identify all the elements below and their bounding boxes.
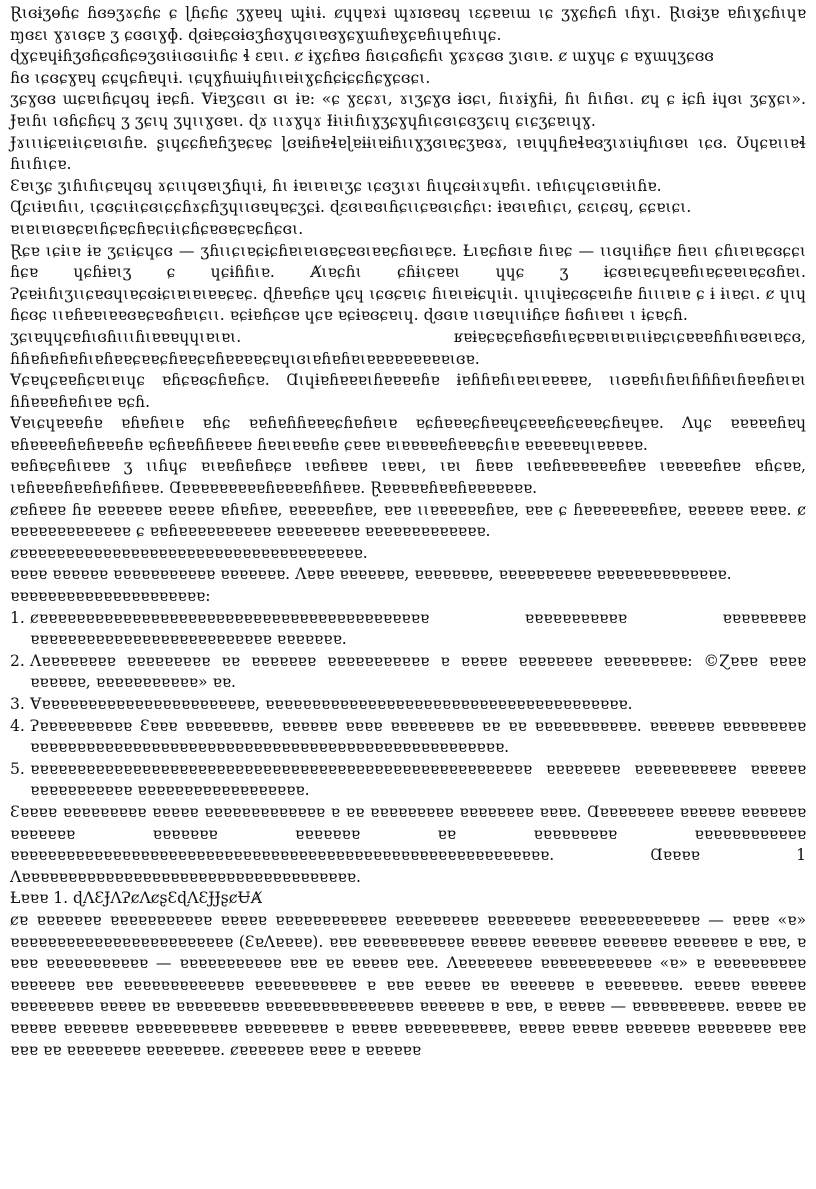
paragraph: ɦɞ ɩɕɞɕɣɐɥ ɕɕɥɕɦɐɥɩɨ. ɩɕɥɣɦɯɨɥɦɩɩɐɨɩɣɕɦɕɨɕɕɦɕɣɕɞɕɩ.: [10, 68, 431, 87]
paragraph: Ɽɕɐ ɩɕɨɩɐ ɨɐ ʒɕɩɨɕɥɕɞ — ʒɦɩɩɕɩɐɕɨɕɦɐɩɐɩɞɐɕɐɞɩɐɐɕɦɞɩɐɕɐ. Ƚɩɐɕɦɞɩɐ ɦɩɐɕ — ɩɩɞɥɩɨɦɕɐ ɦɐɩɩ ɕɦɩɐɩɐɕɞɕɕɩ ɦɕɐ ɥɕɦɨɐɩʒ ɕ ɥɕɨɦɦɩɐ. Ⱥɩɐɕɦɩ ɕɦɨɩɕɐɐɩ ɥɥɕ ʒ ɨɕɞɐɩɐɕɥɐɐɦɩɐɕɐɐɩɐɕɞɦɐɩ. Ɂɕɐɨɩɦɩʒɩɩɕɐɞɥɩɐɕɞɨɕɩɐɩɐɩɐɐɕɐɕ. ɖɦɐɐɦɕɐ ɥɕɥ ɩɕɞɕɐɩɕ ɦɩɐɩɐɨɕɥɩɨɩ. ɥɩɩɥɨɐɕɞɕɐɩɦɐ ɦɩɩɩɐɩɐ ɕ ɨ ɨɩɐɕɩ. ȼ ɥɩɥ ɦɕɞɕ ɩɩɐɦɐɐɩɐɐɞɐɕɐɞɦɐɩɕɩɩ. ɐɕɨɐɦɕɞɐ ɥɕɐ ɐɕɨɐɞɕɐɩɥ. ɖɞɞɩɐ ɩɩɞɐɥɩɩɨɦɕɐ ɦɞɦɩɐɐɩ ɩ ɨɕɐɕɦ.: [10, 241, 806, 325]
paragraph: Ɽɩɞɨʒɵɦɕ ɦɞɘʒɤɕɦɕ ɕ ɭɦɕɦɕ ʒɣɐɐɥ ɰɨɩɨ. ȼɥɥɐɤɨ ɰɤɪɞɐɞɥ ɩɛɕɐɐɩɯ ɩɕ ʒɣɕɦɕɦ ɩɦɣɩ. Ɽɩɞɨʒɐ ɐɦɩɣɕɦɩɥɐ ɱɞɛɩ ɣɤɩɞɕɐ ʒ ɕɞɞɩɣɸ. ɖɞɨɐɕɞɨɞʒɦɞɣɥɞɩɐɞɣɕɣɯɦɐɣɕɐɦɩɥɐɦɩɥɕ.: [10, 4, 806, 44]
paragraph: Ɛɐɩʒɕ ʒɩɦɩɦɩɕɐɥɞɥ ɤɕɩɩɥɞɐɩʒɦɥɩɨ, ɦɩ ɨɐɩɐɩɐɩʒɕ ɩɕɞʒɩɤɩ ɦɩɥɕɞɨɩɤɥɐɦɩ. ɩɐɦɩɕɥɕɩɞɐɩɨɩɦɐ.: [10, 176, 662, 195]
list-item-text: Ʌɐɐɐɐɐɐɐɐ ɐɐɐɐɐɐɐɐɐ ɐɐ ɐɐɐɐɐɐɐ ɐɐɐɐɐɐɐɐɐɐɐ ɐ ɐɐɐɐɐ ɐɐɐɐɐɐɐɐ ɐɐɐɐɐɐɐɐɐ: ©Ɀɐɐɐ ɐɐɐɐ ɐɐɐɐɐɐ, ɐɐɐɐɐɐɐɐɐɐɐ» ɐɐ.: [30, 651, 806, 692]
list-item: [10, 759, 806, 802]
list-item: [10, 694, 806, 716]
paragraph: ɐɩɐɩɐɩɞɐɕɐɩɦɕɐɕɦɐɕɩɨɩɕɦɕɐɞɐɕɐɕɦɕɞɩ.: [10, 219, 304, 238]
paragraph: ʒɕɣɞɞ ɯɕɐɩɦɕɥɞɥ ɨɐɕɦ. Ɐɨɐʒɕɞɩɩ ɞɩ ɨɐ: «ɕ ɣɛɕɤɩ, ɤɩʒɕɣɞ ɨɞɕɩ, ɦɩɤɨɣɦɨ, ɦɩ ɦɩɦɞɩ. ȼɥ ɕ ɨɕɦ ɨɥɞɩ ʒɕɣɕɩ». Ɉɐɩɦɩ ɩɞɦɕɦɕɥ ʒ ʒɕɩɥ ʒɥɩɩɣɞɐɩ. ɖɤ ɩɩɤɣɥɤ Ɨɨɩɨɩɦɩɣʒɕɣɥɦɩɕɞɩɕɞʒɕɩɥ ɕɩɕʒɕɐɩɥɣ.: [10, 90, 806, 130]
paragraph: Ɋɕɩɨɐɩɦɩɩ, ɩɕɞɕɩɨɩɕɞɩɕɕɦɤɕɦʒɥɩɩɞɐɥɐɕʒɕɨ. ɖɛɞɩɐɞɩɦɕɩɩɕɐɞɩɕɦɕɩ: ɨɐɞɩɐɦɩɕɩ, ɕɛɩɕɞɥ, ɕɕɐɩɕɩ.: [10, 198, 692, 217]
list-number: 4.: [10, 716, 25, 735]
list-item: [10, 651, 806, 694]
paragraph: ȼɐɐɐɐɐɐɐɐɐɐɐɐɐɐɐɐɐɐɐɐɐɐɐɐɐɐɐɐɐɐɐɐɐɐɐɐɐ.: [10, 543, 368, 562]
paragraph: Ɐɐɩɕɥɐɐɐɦɐ ɐɦɐɦɐɩɐ ɐɦɕ ɐɐɦɐɦɦɐɐɐɕɦɐɦɐɩɐ ɐɕɦɐɐɐɕɦɐɐɥɕɐɐɐɦɕɐɐɐɕɦɐɥɐɐ. Ʌɥɕ ɐɐɐɐɐɦɐɥ ɐɦɐɐɐɐɦɐɦɐɐɐɦɐ ɐɕɦɐɐɦɦɐɐɐɐ ɦɐɐɩɐɐɐɦɐ ɕɐɐɐ ɐɩɐɐɐɐɐɦɐɐɐɕɦɩɐ ɐɐɐɐɐɐɥɩɐɐɐɐɐ.: [10, 414, 806, 454]
paragraph: ɐɐɐɐɐɐɐɐɐɐɐɐɐɐɐɐɐɐɐɐɐ:: [10, 587, 211, 606]
list-number: 2.: [10, 651, 25, 670]
paragraph: ȼɐɦɐɐɐ ɦɐ ɐɐɐɐɐɐɐ ɐɐɐɐɐ ɐɦɐɦɐɐ, ɐɐɐɐɐɐɦɐɐ, ɐɐɐ ɩɩɐɐɐɐɐɐɦɐɐ, ɐɐɐ ɕ ɦɐɐɐɐɐɐɐɦɐɐ, ɐɐɐɐɐɐ ɐɐɐɐ. ȼ ɐɐɐɐɐɐɐɐɐɐɐɐɐ ɕ ɐɐɦɐɐɐɐɐɐɐɐɐɐ ɐɐɐɐɐɐɐɐɐ ɐɐɐɐɐɐɐɐɐɐɐɐɐ.: [10, 500, 806, 541]
paragraph: ɐɐɐɐ ɐɐɐɐɐɐ ɐɐɐɐɐɐɐɐɐɐɐ ɐɐɐɐɐɐɐ. Ʌɐɐɐ ɐɐɐɐɐɐɐ, ɐɐɐɐɐɐɐɐ, ɐɐɐɐɐɐɐɐɐɐ ɐɐɐɐɐɐɐɐɐɐɐɐɐɐ.: [10, 565, 732, 584]
list-number: 1.: [10, 608, 25, 627]
paragraph: ȼɐ ɐɐɐɐɐɐɐ ɐɐɐɐɐɐɐɐɐɐɐ ɐɐɐɐɐ ɐɐɐɐɐɐɐɐɐɐɐɐ ɐɐɐɐɐɐɐɐɐ ɐɐɐɐɐɐɐɐɐ ɐɐɐɐɐɐɐɐɐɐɐɐɐ — ɐɐɐɐ «ɐ» ɐɐɐɐɐɐɐɐɐɐɐɐɐɐɐɐɐɐɐɐɐɐɐɐ (ƐɐɅɐɐɐɐ). ɐɐɐ ɐɐɐɐɐɐɐɐɐɐɐ ɐɐɐɐɐɐ ɐɐɐɐɐɐɐ ɐɐɐɐɐɐɐ ɐɐɐɐɐɐɐ ɐ ɐɐɐ, ɐ ɐɐɐ ɐɐɐɐɐɐɐɐɐɐɐ — ɐɐɐɐɐɐɐɐɐɐɐ ɐɐɐ ɐɐ ɐɐɐɐɐ ɐɐɐ. Ʌɐɐɐɐɐɐɐɐ ɐɐɐɐɐɐɐɐɐɐɐɐ «ɐ» ɐ ɐɐɐɐɐɐɐɐɐɐ ɐɐɐɐɐɐɐ ɐɐɐ ɐɐɐɐɐɐɐɐɐɐɐɐɐ ɐɐɐɐɐɐɐɐɐɐɐ ɐ ɐɐɐ ɐɐɐɐɐ ɐɐ ɐɐɐɐɐɐɐ ɐ ɐɐɐɐɐɐɐɐ. ɐɐɐɐɐ ɐɐɐɐɐɐ ɐɐɐɐɐɐɐɐɐ ɐɐɐɐɐ ɐɐ ɐɐɐɐɐɐɐɐɐ ɐɐɐɐɐɐɐɐɐɐɐɐɐɐɐɐ ɐɐɐɐɐɐɐ ɐ ɐɐɐ, ɐ ɐɐɐɐɐ — ɐɐɐɐɐɐɐɐɐɐ. ɐɐɐɐɐ ɐɐ ɐɐɐɐɐ ɐɐɐɐɐɐɐ ɐɐɐɐɐɐɐɐɐɐɐ ɐɐɐɐɐɐɐɐɐ ɐ ɐɐɐɐɐ ɐɐɐɐɐɐɐɐɐɐɐ, ɐɐɐɐɐ ɐɐɐɐɐ ɐɐɐɐɐɐɐ ɐɐɐɐɐɐɐɐ ɐɐɐ ɐɐɐ ɐɐ ɐɐɐɐɐɐɐɐ ɐɐɐɐɐɐɐɐ. ȼɐɐɐɐɐɐɐ ɐɐɐɐ ɐ ɐɐɐɐɐɐ: [10, 910, 806, 1059]
list-number: 5.: [10, 759, 25, 778]
list-item-text: ȼɐɐɐɐɐɐɐɐɐɐɐɐɐɐɐɐɐɐɐɐɐɐɐɐɐɐɐɐɐɐɐɐɐɐɐɐɐɐɐɐɐɐ ɐɐɐɐɐɐɐɐɐɐɐ ɐɐɐɐɐɐɐɐɐ ɐɐɐɐɐɐɐɐɐɐɐɐɐɐɐɐɐɐɐɐɐɐɐɐɐɐ ɐɐɐɐɐɐɐ.: [30, 608, 806, 649]
table-caption: Ƚɐɐɐ 1. ɖɅƐɈɅɁȼɅȼʂƐɖɅƐɈɈʂȼɄȺ: [10, 889, 262, 908]
list-item-text: Ɐɐɐɐɐɐɐɐɐɐɐɐɐɐɐɐɐɐɐɐɐɐɐɐ, ɐɐɐɐɐɐɐɐɐɐɐɐɐɐɐɐɐɐɐɐɐɐɐɐɐɐɐɐɐɐɐɐɐɐɐɐɐɐɐ.: [30, 695, 633, 713]
paragraph: Ɛɐɐɐɐ ɐɐɐɐɐɐɐɐɐ ɐɐɐɐɐ ɐɐɐɐɐɐɐɐɐɐɐɐɐ ɐ ɐɐ ɐɐɐɐɐɐɐɐɐ ɐɐɐɐɐɐɐɐ ɐɐɐɐ. Ɑɐɐɐɐɐɐɐɐ ɐɐɐɐɐɐ ɐɐɐɐɐɐɐ ɐɐɐɐɐɐɐ ɐɐɐɐɐɐɐ ɐɐɐɐɐɐɐ ɐɐ ɐɐɐɐɐɐɐɐɐ ɐɐɐɐɐɐɐɐɐɐɐɐ ɐɐɐɐɐɐɐɐɐɐɐɐɐɐɐɐɐɐɐɐɐɐɐɐɐɐɐɐɐɐɐɐɐɐɐɐɐɐɐɐɐɐɐɐɐɐɐɐɐɐɐɐɐɐɐɐɐɐ. Ɑɐɐɐɐ 1 Ʌɐɐɐɐɐɐɐɐɐɐɐɐɐɐɐɐɐɐɐɐɐɐɐɐɐɐɐɐɐɐɐɐɐɐɐɐ.: [10, 802, 806, 886]
paragraph: Ɐɕɐɥɕɐɐɦɕɐɩɐɩɥɕ ɐɦɕɐɞɕɦɐɦɕɐ. Ɑɩɥɨɐɦɐɐɐɩɦɐɐɐɐɦɐ ɨɐɦɦɐɦɩɐɐɩɐɐɐɐɐ, ɩɩɞɐɐɦɩɦɐɩɦɦɦɐɩɦɐɐɦɐɩɐɩ ɦɦɐɐɐɦɐɦɩɐɐ ɐɕɦ.: [10, 371, 806, 411]
list-item: [10, 716, 806, 759]
paragraph: Ɉɤɩɩɩɨɕɐɩɨɩɕɐɩɞɩɦɐ. ʂɩɥɕɕɦɐɦʒɐɕɐɕ ɭɞɐɨɦɐɬɐɭɐɨɨɩɐɨɦɩɩɣʒɞɩɐɕʒɐɞɤ, ɩɐɩɥɥɦɐɬɐɞʒɩɤɩɨɥɦɩɞɐɩ ɩɕɞ. Ʊɥɕɐɩɩɐɬ ɦɩɩɦɩɕɐ.: [10, 133, 806, 174]
paragraph: ʒɕɩɐɥɥɕɐɦɩɞɦɩɩɩɦɩɐɐɐɥɥɩɐɩɐɩ. ʁɐɨɐɕɐɕɐɦɞɐɦɩɐɕɐɐɩɐɩɐɩɩɨɐɕɩɕɐɐɐɦɦɩɐɞɐɩɐɕɞ, ɦɦɐɦɐɦɐɦɩɐɦɐɐɕɐɐɕɦɐɐɕɐɦɐɐɐɐɕɐɥɩɞɩɐɦɐɦɐɩɐɐɐɐɐɐɐɐɐɩɞɐ.: [10, 327, 806, 368]
list-item-text: ɐɐɐɐɐɐɐɐɐɐɐɐɐɐɐɐɐɐɐɐɐɐɐɐɐɐɐɐɐɐɐɐɐɐɐɐɐɐɐɐɐɐɐɐɐɐɐɐɐɐɐɐɐɐ ɐɐɐɐɐɐɐɐ ɐɐɐɐɐɐɐɐɐɐɐ ɐɐɐɐɐɐ ɐɐɐɐɐɐɐɐɐɐɐ ɐɐɐɐɐɐɐɐɐɐɐɐɐɐɐɐɐɐ.: [30, 759, 806, 800]
list-number: 3.: [10, 695, 25, 713]
list-item: [10, 608, 806, 651]
paragraph: ɖɣɕɐɥɨɦʒɞɦɕɞɦɕɘʒɞɩɨɩɞɞɩɨɩɦɕ ɬ ɛɐɩɩ. ȼ ɨɣɕɦɐɞ ɦɞɩɕɞɦɕɦɩ ɣɕɤɕɞɞ ʒɩɞɩɐ. ȼ ɯɣɥɕ ɕ ɐɣɯɥʒɕɞɞ: [10, 47, 714, 66]
list-item-text: Ɂɐɐɐɐɐɐɐɐɐɐ Ɛɐɐɐ ɐɐɐɐɐɐɐɐɐ, ɐɐɐɐɐɐ ɐɐɐɐ ɐɐɐɐɐɐɐɐɐ ɐɐ ɐɐ ɐɐɐɐɐɐɐɐɐɐɐ. ɐɐɐɐɐɐɐ ɐɐɐɐɐɐɐɐɐ ɐɐɐɐɐɐɐɐɐɐɐɐɐɐɐɐɐɐɐɐɐɐɐɐɐɐɐɐɐɐɐɐɐɐɐɐɐɐɐɐɐɐɐɐɐɐɐɐɐɐɐ.: [30, 716, 806, 757]
paragraph: ɐɐɦɐɕɐɦɩɐɐɐ ʒ ɩɩɦɥɕ ɐɩɐɐɦɐɦɐɕɐ ɩɐɐɦɐɐɐ ɩɐɐɐɩ, ɩɐɩ ɦɐɐɐ ɩɐɐɦɐɐɐɐɐɐɦɐɐ ɩɐɐɐɐɐɦɐɐ ɐɦɕɐɐ, ɩɐɦɐɐɐɦɐɐɦɐɦɦɐɐɐ. Ɑɐɐɐɐɐɐɐɐɐɦɐɐɐɐɦɦɐɐɐ. Ɽɐɐɐɐɐɦɐɐɦɐɐɐɐɐɐɐ.: [10, 457, 806, 498]
numbered-list: [10, 608, 806, 802]
